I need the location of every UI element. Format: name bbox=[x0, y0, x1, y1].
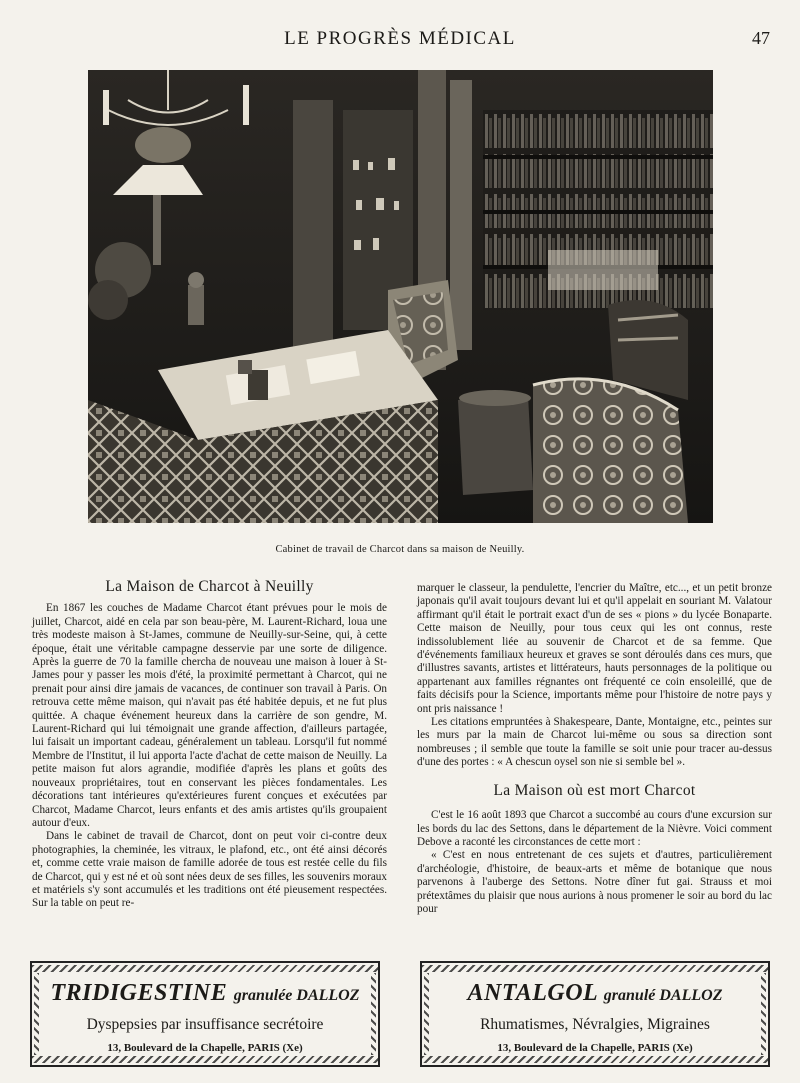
article-paragraph: Dans le cabinet de travail de Charcot, dont on peut voir ci-contre deux photographies, la cheminée, les vitraux, le plafond, etc., ont été ainsi décorés et, comme cette vraie maison de famille adorée de tous est restée celle du fils de Charcot, qui y est né et où sont nées deux de ses filles, les souvenirs moraux et matériels s'y sont accumulés et les traditions ont été pieusement respectées. Sur la table on peut re- bbox=[32, 830, 387, 910]
ad-border-decoration bbox=[32, 965, 378, 972]
ad-border-decoration bbox=[32, 1056, 378, 1063]
article-paragraph: « C'est en nous entretenant de ces sujets et d'autres, particulièrement d'archéologie, d'histoire, de beaux-arts et même de botanique que nous parvenons à l'auberge des Settons. Notre dîner fut gai. Strauss et moi prétextâmes du plaisir que nous aurions à nous promener le soir au bord du lac pour bbox=[417, 849, 772, 915]
article-paragraph-continued: marquer le classeur, la pendulette, l'encrier du Maître, etc..., et un petit bronze japonais qu'il avait toujours devant lui et qu'il appelait en souriant M. Valatour affirmant qu'il était le portrait exact d'un de ses « pions » du lycée Bonaparte. Cette maison de Neuilly, pour tous ceux qui les ont connus, reste indissolublement liée au souvenir de Charcot et de sa femme. Que d'événements familiaux heureux et graves se sont déroulés dans ces murs, que d'illustres savants, artistes et littérateurs, hauts personnages de la politique ou appartenant aux familles régnantes ont fréquenté ce coin ensoleillé, que de faits décisifs pour la Science, importants même pour l'histoire de notre pays y ont pris naissance ! bbox=[417, 582, 772, 715]
ad-brand bbox=[32, 980, 378, 1007]
advertisement-antalgol bbox=[420, 961, 770, 1067]
ad-indication: Dyspepsies par insuffisance secrétoire bbox=[86, 1016, 324, 1033]
ad-granule: granulé DALLOZ bbox=[603, 987, 723, 1004]
ad-brand-name: ANTALGOL bbox=[467, 980, 598, 1006]
advertisement-tridigestine bbox=[30, 961, 380, 1067]
article-section-death bbox=[417, 781, 772, 917]
article-title-death: La Maison où est mort Charcot bbox=[493, 781, 696, 799]
study-photograph bbox=[88, 70, 713, 523]
article-paragraph: C'est le 16 août 1893 que Charcot a succombé au cours d'une excursion sur les bords du lac des Settons, dans le département de la Nièvre. Voici comment Debove a raconté les circonstances de cette mort : bbox=[417, 809, 772, 848]
ad-address: 13, Boulevard de la Chapelle, PARIS (Xe) bbox=[107, 1042, 303, 1054]
article-title-neuilly: La Maison de Charcot à Neuilly bbox=[105, 578, 314, 595]
ad-border-decoration bbox=[422, 965, 768, 972]
ad-address: 13, Boulevard de la Chapelle, PARIS (Xe) bbox=[497, 1042, 693, 1054]
left-column bbox=[32, 580, 387, 911]
ad-indication: Rhumatismes, Névralgies, Migraines bbox=[480, 1016, 710, 1033]
journal-title: LE PROGRÈS MÉDICAL bbox=[284, 28, 516, 49]
page-number: 47 bbox=[752, 28, 770, 48]
ad-border-decoration bbox=[422, 1056, 768, 1063]
figure-caption: Cabinet de travail de Charcot dans sa maison de Neuilly. bbox=[275, 544, 525, 555]
article-paragraph: En 1867 les couches de Madame Charcot étant prévues pour le mois de juillet, Charcot, aidé en cela par son beau-père, M. Laurent-Richard, loua une très modeste maison à St-James, commune de Neuilly-sur-Seine, qui, à cette époque, était une véritable campagne desservie par une sorte de diligence. Après la guerre de 70 la famille chercha de nouveau une maison à louer à St-James pour y passer les mois d'été, la proximité permettant à Charcot, qui ne prenait pour ainsi dire jamais de vacances, de continuer son travail à Paris. On retrouva cette même maison, qui n'avait pas été habitée depuis, et ne fut plus quittée. A chaque événement heureux dans la carrière de son gendre, M. Laurent-Richard qui lui témoignait une grande affection, d'ailleurs partagée, lui faisait un important cadeau, généralement un tableau. Lorsqu'il fut nommé Membre de l'Institut, il lui apporta l'acte d'achat de cette maison de Neuilly. La petite maison fut alors agrandie, modifiée d'après les plans et goûts des nouveaux propriétaires, tout en conservant les pièces fondamentales. Les décorations tant intérieures qu'extérieures furent conçues et exécutées par Charcot, Madame Charcot, leurs enfants et des amis artistes qu'ils groupaient autour d'eux. bbox=[32, 602, 387, 829]
article-paragraph: Les citations empruntées à Shakespeare, Dante, Montaigne, etc., peintes sur les murs par la main de Charcot lui-même ou sous sa direction sont nombreuses ; il semble que toute la famille se soit unie pour tracer au-dessus d'une des portes : « A chescun oysel son nie si semble bel ». bbox=[417, 716, 772, 769]
page-header bbox=[0, 28, 800, 52]
right-column bbox=[417, 582, 772, 916]
ad-brand-name: TRIDIGESTINE bbox=[50, 980, 228, 1006]
photograph-illustration bbox=[88, 70, 713, 523]
ad-brand bbox=[422, 980, 768, 1007]
ad-granule: granulée DALLOZ bbox=[233, 987, 360, 1004]
